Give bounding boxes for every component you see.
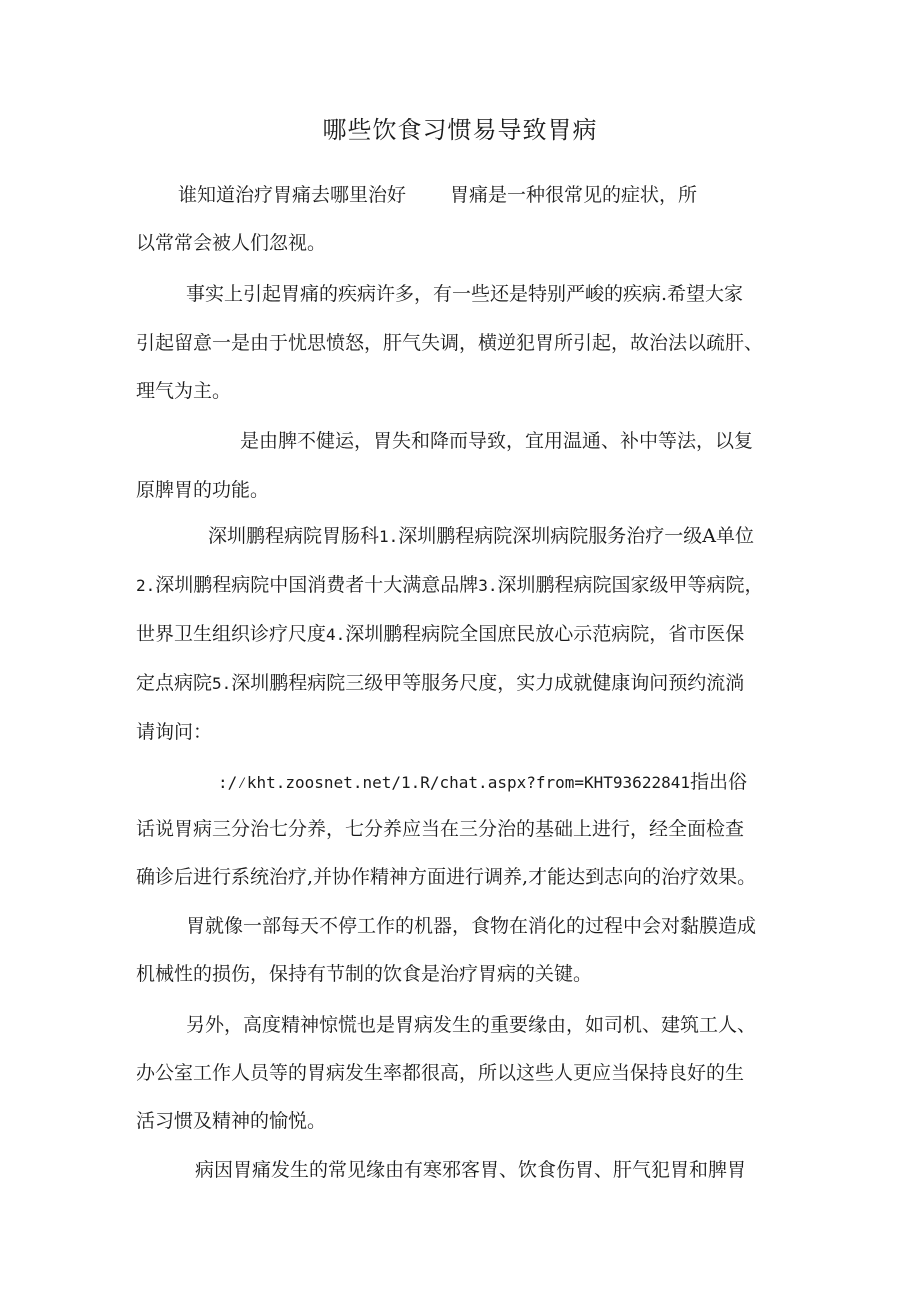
text-run: 深圳鹏程病院国家级甲等病院， <box>497 574 764 596</box>
paragraph-7-line-3: 活习惯及精神的愉悦。 <box>136 1110 327 1132</box>
text-run: 深圳鹏程病院全国庶民放心示范病院，省市医保 <box>345 623 745 645</box>
text-run: 深圳鹏程病院深圳病院服务治疗一级A单位 <box>398 525 755 547</box>
paragraph-1-line-1 <box>178 181 697 209</box>
paragraph-3-line-2: 原脾胃的功能。 <box>136 479 270 501</box>
text-run: 深圳鹏程病院中国消费者十大满意品牌 <box>155 574 479 596</box>
text-run: 指出俗 <box>689 771 747 793</box>
list-number: 5. <box>212 674 232 693</box>
paragraph-1-text: 胃痛是一种很常见的症状，所 <box>450 184 698 206</box>
paragraph-4-line-1 <box>208 522 754 551</box>
paragraph-7-line-2: 办公室工作人员等的胃病发生率都很高，所以这些人更应当保持良好的生 <box>136 1062 745 1084</box>
list-number: 1. <box>379 527 399 546</box>
paragraph-4-line-3 <box>136 620 744 649</box>
paragraph-6-line-1: 胃就像一部每天不停工作的机器，食物在消化的过程中会对黏膜造成 <box>186 915 757 937</box>
paragraph-6-line-2: 机械性的损伤，保持有节制的饮食是治疗胃病的关键。 <box>136 963 593 985</box>
paragraph-4-line-4 <box>136 669 744 698</box>
paragraph-2-line-1: 事实上引起胃痛的疾病许多，有一些还是特别严峻的疾病.希望大家 <box>186 283 744 305</box>
text-run: 世界卫生组织诊疗尺度 <box>136 623 327 645</box>
paragraph-7-line-1: 另外，高度精神惊慌也是胃病发生的重要缘由，如司机、建筑工人、 <box>186 1014 757 1036</box>
paragraph-5-line-1 <box>218 768 747 797</box>
paragraph-8-line-1: 病因胃痛发生的常见缘由有寒邪客胃、饮食伤胃、肝气犯胃和脾胃 <box>195 1159 747 1181</box>
paragraph-2-line-2: 引起留意一是由于忧思愤怒，肝气失调，横逆犯胃所引起，故治法以疏肝、 <box>136 332 764 354</box>
paragraph-1-line-2: 以常常会被人们忽视。 <box>136 232 327 254</box>
paragraph-5-line-3: 确诊后进行系统治疗,并协作精神方面进行调养,才能达到志向的治疗效果。 <box>136 866 757 888</box>
paragraph-2-line-3: 理气为主。 <box>136 380 232 402</box>
list-number: 4. <box>326 625 346 644</box>
list-number: 3. <box>478 576 498 595</box>
document-title: 哪些饮食习惯易导致胃病 <box>322 116 598 144</box>
paragraph-4-line-5: 请询问： <box>136 721 213 743</box>
list-number: 2. <box>136 576 156 595</box>
text-run: 深圳鹏程病院三级甲等服务尺度，实力成就健康询问预约流淌 <box>231 672 745 694</box>
text-run: 深圳鹏程病院胃肠科 <box>208 525 380 547</box>
chat-url-link[interactable]: :/⁄kht.zoosnet.net/1.R/chat.aspx?from=KHT93622841 <box>218 773 690 792</box>
text-run: 定点病院 <box>136 672 213 694</box>
paragraph-4-line-2 <box>136 571 764 600</box>
paragraph-5-line-2: 话说胃病三分治七分养，七分养应当在三分治的基础上进行，经全面检查 <box>136 818 745 840</box>
paragraph-3-line-1: 是由脾不健运，胃失和降而导致，宜用温通、补中等法，以复 <box>240 430 754 452</box>
paragraph-1-lead: 谁知道治疗胃痛去哪里治好 <box>178 184 407 206</box>
